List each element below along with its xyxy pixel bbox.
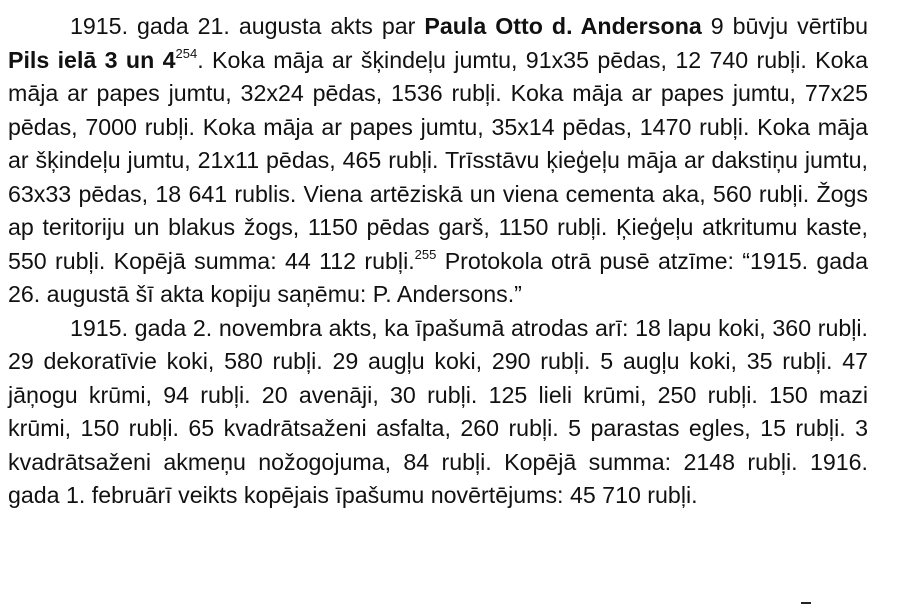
document-text [8, 10, 868, 513]
paragraph-1-text-d: Protokola otrā pusē atzīme: “1915. gada 26. augustā šī akta kopiju saņēmu: P. Andersons.” [8, 247, 868, 307]
paragraph-2: 1915. gada 2. novembra akts, ka īpašumā atrodas arī: 18 lapu koki, 360 rubļi. 29 dekoratīvie koki, 580 rubļi. 29 augļu koki, 290 rubļi. 5 augļu koki, 35 rubļi. 47 jāņogu krūmi, 94 rubļi. 20 avenāji, 30 rubļi. 125 lieli krūmi, 250 rubļi. 150 mazi krūmi, 150 rubļi. 65 kvadrātsaženi asfalta, 260 rubļi. 5 parastas egles, 15 rubļi. 3 kvadrātsaženi akmeņu nožogojuma, 84 rubļi. Kopējā summa: 2148 rubļi. 1916. gada 1. februārī veikts kopējais īpašumu novērtējums: 45 710 rubļi. [8, 314, 868, 508]
person-name: Paula Otto d. Andersona [424, 13, 702, 39]
footnote-ref-254: 254 [175, 45, 198, 61]
paragraph-1-text-c: . Koka māja ar šķindeļu jumtu, 91x35 pēdas, 12 740 rubļi. Koka māja ar papes jumtu, 32x24 pēdas, 1536 rubļi. Koka māja ar papes jumtu, 77x25 pēdas, 7000 rubļi. Koka māja ar papes jumtu, 35x14 pēdas, 1470 rubļi. Koka māja ar šķindeļu jumtu, 21x11 pēdas, 465 rubļi. Trīsstāvu ķieģeļu māja ar dakstiņu jumtu, 63x33 pēdas, 18 641 rublis. Viena artēziskā un viena cementa aka, 560 rubļi. Žogs ap teritoriju un blakus žogs, 1150 pēdas garš, 1150 rubļi. Ķieģeļu atkritumu kaste, 550 rubļi. Kopējā summa: 44 112 rubļi. [8, 46, 869, 274]
paragraph-1-text-b: 9 būvju vērtību [701, 13, 868, 39]
top-cut-text-line [0, 0, 300, 10]
page-corner-mark [801, 602, 811, 604]
footnote-ref-255: 255 [414, 246, 437, 262]
paragraph-1 [8, 10, 868, 312]
address: Pils ielā 3 un 4 [8, 46, 176, 73]
paragraph-1-text-a: 1915. gada 21. augusta akts par [70, 13, 425, 39]
